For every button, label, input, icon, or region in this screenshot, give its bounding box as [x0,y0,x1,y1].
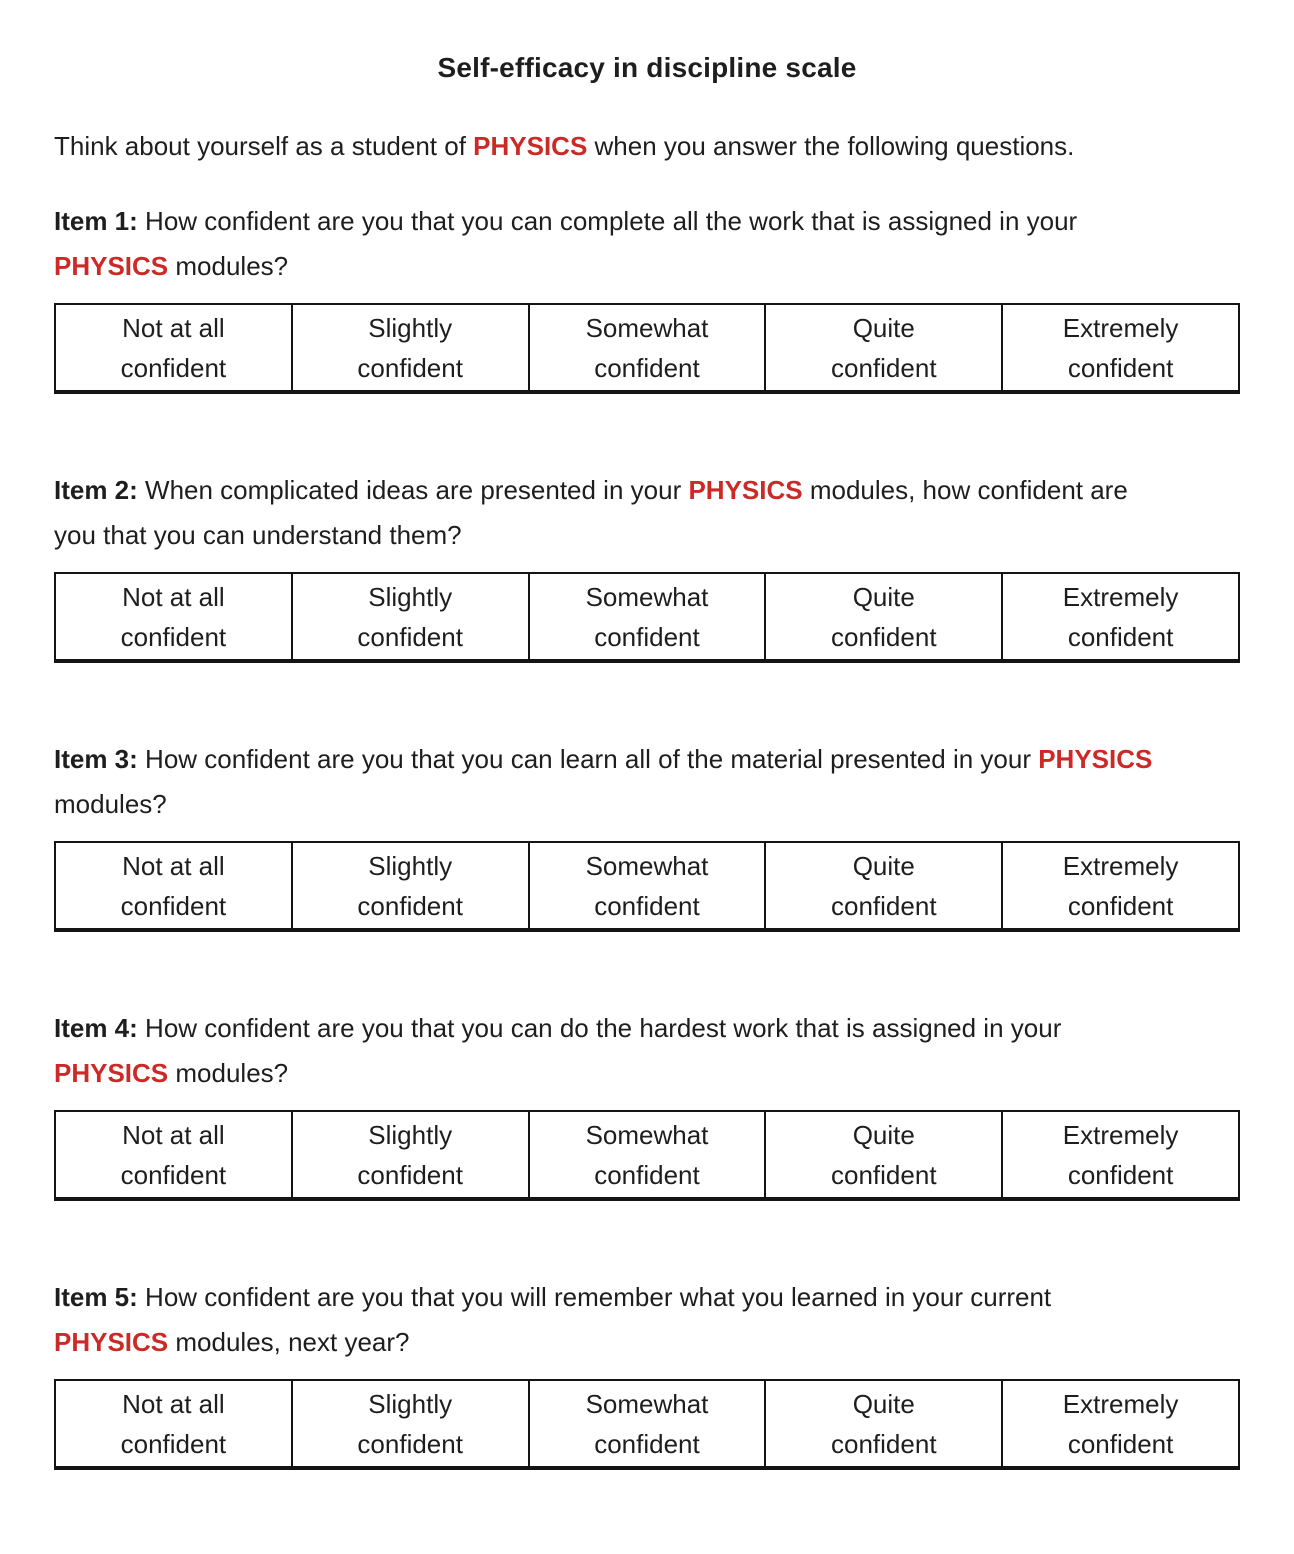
item-1-question [54,199,1240,289]
option-line-1: Not at all [122,1388,225,1419]
scale-row [55,1380,1239,1468]
discipline-highlight: PHYSICS [1038,744,1153,774]
question-text: modules? [168,1058,289,1088]
scale-row [55,1111,1239,1199]
question-text: How confident are you that you will remember what you learned in your current [137,1282,1052,1312]
page-title: Self-efficacy in discipline scale [437,52,857,83]
option-line-1: Somewhat [585,581,709,612]
item-5-option-extremely-confident[interactable] [1002,1380,1239,1468]
option-line-1: Somewhat [585,850,709,881]
option-line-2: confident [594,1159,700,1190]
option-line-1: Somewhat [585,312,709,343]
question-text: How confident are you that you can do the hardest work that is assigned in your [137,1013,1062,1043]
item-3-option-somewhat-confident[interactable] [529,842,766,930]
option-line-1: Slightly [368,1388,453,1419]
option-line-2: confident [120,1159,227,1190]
option-line-1: Slightly [368,312,453,343]
item-4-section [54,1006,1240,1201]
question-line [54,468,1240,513]
option-line-2: confident [120,352,227,383]
item-label: Item 1: [54,206,138,236]
option-line-2: confident [594,890,700,921]
item-4-question [54,1006,1240,1096]
item-1-option-extremely-confident[interactable] [1002,304,1239,392]
option-line-2: confident [357,621,463,652]
item-4-option-slightly-confident[interactable] [292,1111,529,1199]
option-line-1: Extremely [1062,581,1179,612]
question-text: modules? [168,251,289,281]
option-line-1: Quite [852,1388,915,1419]
item-3-option-slightly-confident[interactable] [292,842,529,930]
option-line-1: Not at all [122,312,225,343]
option-line-1: Slightly [368,1119,453,1150]
item-label: Item 3: [54,744,138,774]
option-line-1: Extremely [1062,1388,1179,1419]
option-line-1: Quite [852,850,915,881]
discipline-highlight: PHYSICS [473,131,588,161]
option-line-1: Somewhat [585,1388,709,1419]
question-text: modules? [54,789,167,819]
question-text: you that you can understand them? [54,520,462,550]
option-line-1: Quite [852,312,915,343]
option-line-2: confident [1067,352,1174,383]
option-line-2: confident [357,352,463,383]
question-line [54,782,1240,827]
item-2-option-somewhat-confident[interactable] [529,573,766,661]
item-5-option-somewhat-confident[interactable] [529,1380,766,1468]
option-line-1: Extremely [1062,850,1179,881]
option-line-2: confident [594,621,700,652]
discipline-highlight: PHYSICS [54,1327,169,1357]
option-line-1: Extremely [1062,1119,1179,1150]
discipline-highlight: PHYSICS [688,475,803,505]
item-4-scale-table [54,1110,1240,1201]
option-line-1: Extremely [1062,312,1179,343]
question-line [54,244,1240,289]
scale-row [55,842,1239,930]
option-line-1: Somewhat [585,1119,709,1150]
item-5-option-slightly-confident[interactable] [292,1380,529,1468]
item-5-scale-table [54,1379,1240,1470]
item-label: Item 2: [54,475,138,505]
option-line-2: confident [831,1159,937,1190]
questionnaire-page [0,50,1294,1554]
question-text: When complicated ideas are presented in your [137,475,689,505]
item-2-scale-table [54,572,1240,663]
item-2-option-quite-confident[interactable] [765,573,1002,661]
option-line-2: confident [120,621,227,652]
question-text: How confident are you that you can complete all the work that is assigned in your [137,206,1078,236]
item-5-section [54,1275,1240,1470]
question-text: modules, next year? [168,1327,410,1357]
item-2-option-extremely-confident[interactable] [1002,573,1239,661]
item-3-scale-table [54,841,1240,932]
item-4-option-quite-confident[interactable] [765,1111,1002,1199]
question-line [54,1275,1240,1320]
option-line-2: confident [1067,1159,1174,1190]
question-text: Think about yourself as a student of [54,131,474,161]
item-4-option-somewhat-confident[interactable] [529,1111,766,1199]
option-line-2: confident [120,890,227,921]
intro-text [54,124,1240,169]
item-5-question [54,1275,1240,1365]
option-line-2: confident [831,890,937,921]
question-line [54,1051,1240,1096]
questionnaire-content [0,50,1294,1470]
discipline-highlight: PHYSICS [54,251,169,281]
question-line [54,1320,1240,1365]
option-line-2: confident [120,1428,227,1459]
item-label: Item 4: [54,1013,138,1043]
item-1-option-slightly-confident[interactable] [292,304,529,392]
option-line-1: Quite [852,581,915,612]
item-1-option-somewhat-confident[interactable] [529,304,766,392]
item-5-option-quite-confident[interactable] [765,1380,1002,1468]
item-1-section [54,199,1240,394]
item-2-section [54,468,1240,663]
item-3-option-not-at-all-confident[interactable] [55,842,292,930]
option-line-2: confident [357,890,463,921]
item-3-option-quite-confident[interactable] [765,842,1002,930]
question-line [54,1006,1240,1051]
item-2-option-slightly-confident[interactable] [292,573,529,661]
scale-row [55,573,1239,661]
discipline-highlight: PHYSICS [54,1058,169,1088]
scale-row [55,304,1239,392]
item-1-option-not-at-all-confident[interactable] [55,304,292,392]
option-line-2: confident [357,1159,463,1190]
option-line-1: Not at all [122,1119,225,1150]
option-line-2: confident [594,1428,700,1459]
option-line-2: confident [1067,621,1174,652]
item-2-option-not-at-all-confident[interactable] [55,573,292,661]
item-1-option-quite-confident[interactable] [765,304,1002,392]
item-1-scale-table [54,303,1240,394]
question-text: How confident are you that you can learn all of the material presented in your [137,744,1039,774]
item-5-option-not-at-all-confident[interactable] [55,1380,292,1468]
option-line-2: confident [357,1428,463,1459]
question-line [54,513,1240,558]
option-line-2: confident [1067,890,1174,921]
item-3-option-extremely-confident[interactable] [1002,842,1239,930]
item-label: Item 5: [54,1282,138,1312]
option-line-1: Slightly [368,850,453,881]
option-line-1: Quite [852,1119,915,1150]
item-3-question [54,737,1240,827]
item-4-option-extremely-confident[interactable] [1002,1111,1239,1199]
option-line-2: confident [594,352,700,383]
option-line-2: confident [831,352,937,383]
question-text: modules, how confident are [802,475,1128,505]
question-text: when you answer the following questions. [587,131,1075,161]
option-line-1: Slightly [368,581,453,612]
option-line-2: confident [831,1428,937,1459]
question-line [54,199,1240,244]
item-3-section [54,737,1240,932]
option-line-2: confident [1067,1428,1174,1459]
option-line-2: confident [831,621,937,652]
items-list [54,199,1240,1470]
item-4-option-not-at-all-confident[interactable] [55,1111,292,1199]
option-line-1: Not at all [122,850,225,881]
item-2-question [54,468,1240,558]
option-line-1: Not at all [122,581,225,612]
question-line [54,737,1240,782]
